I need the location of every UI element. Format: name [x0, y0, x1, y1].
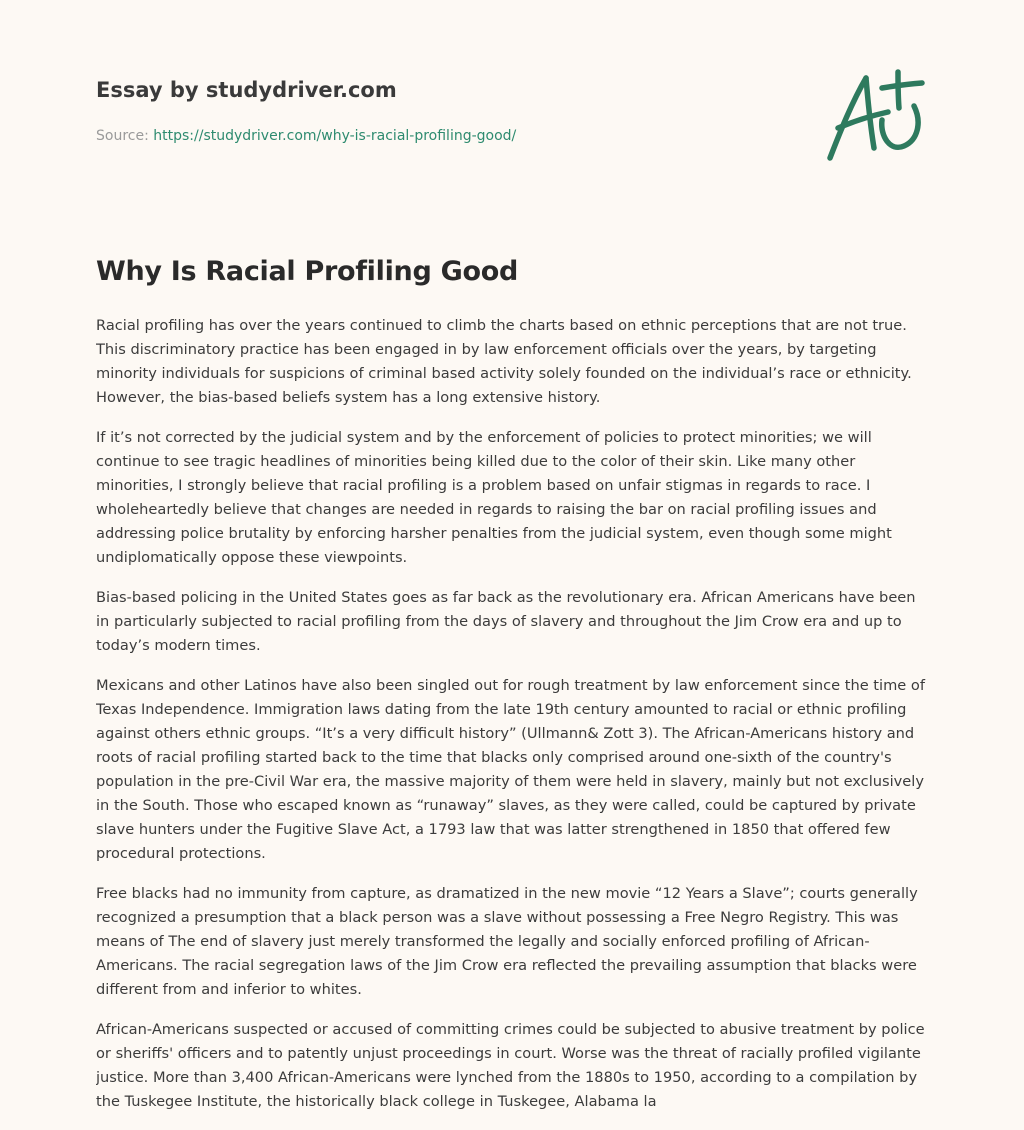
essay-paragraph: African-Americans suspected or accused of committing crimes could be subjected to abusive treatment by police or sheriffs' officers and to patently unjust proceedings in court. Worse was the threat of racially profiled vigilante justice. More than 3,400 African-Americans were lynched from the 1880s to 1950, according to a compilation by the Tuskegee Institute, the historically black college in Tuskegee, Alabama la: [96, 1021, 925, 1110]
essay-title: Why Is Racial Profiling Good: [96, 256, 518, 287]
essay-paragraph: Mexicans and other Latinos have also been singled out for rough treatment by law enforcement since the time of Texas Independence. Immigration laws dating from the late 19th century amounted to racial or ethnic profiling against others ethnic groups. “It’s a very difficult history” (Ullmann& Zott 3). The African-Americans history and roots of racial profiling started back to the time that blacks only comprised around one-sixth of the country's population in the pre-Civil War era, the massive majority of them were held in slavery, mainly but not exclusively in the South. Those who escaped known as “runaway” slaves, as they were called, could be captured by private slave hunters under the Fugitive Slave Act, a 1793 law that was latter strengthened in 1850 that offered few procedural protections.: [96, 677, 925, 862]
essay-paragraph: If it’s not corrected by the judicial system and by the enforcement of policies to protect minorities; we will continue to see tragic headlines of minorities being killed due to the color of their skin. Like many other minorities, I strongly believe that racial profiling is a problem based on unfair stigmas in regards to race. I wholeheartedly believe that changes are needed in regards to raising the bar on racial profiling issues and addressing police brutality by enforcing harsher penalties from the judicial system, even though some might undiplomatically oppose these viewpoints.: [96, 429, 892, 566]
source-link[interactable]: https://studydriver.com/why-is-racial-profiling-good/: [153, 128, 517, 144]
a-plus-icon: [818, 62, 930, 166]
source-label: Source:: [96, 128, 149, 144]
essay-paragraph: Free blacks had no immunity from capture, as dramatized in the new movie “12 Years a Slave”; courts generally recognized a presumption that a black person was a slave without possessing a Free Negro Registry. This was means of The end of slavery just merely transformed the legally and socially enforced profiling of African-Americans. The racial segregation laws of the Jim Crow era reflected the prevailing assumption that blacks were different from and inferior to whites.: [96, 885, 918, 998]
essay-paragraph: Racial profiling has over the years continued to climb the charts based on ethnic perceptions that are not true. This discriminatory practice has been engaged in by law enforcement officials over the years, by targeting minority individuals for suspicions of criminal based activity solely founded on the individual’s race or ethnicity. However, the bias-based beliefs system has a long extensive history.: [96, 317, 912, 406]
brand-title: Essay by studydriver.com: [96, 78, 397, 102]
essay-paragraph: Bias-based policing in the United States goes as far back as the revolutionary era. African Americans have been in particularly subjected to racial profiling from the days of slavery and throughout the Jim Crow era and up to today’s modern times.: [96, 589, 916, 654]
source-line: [96, 126, 696, 146]
essay-body: [96, 314, 932, 1119]
header: [96, 76, 696, 146]
